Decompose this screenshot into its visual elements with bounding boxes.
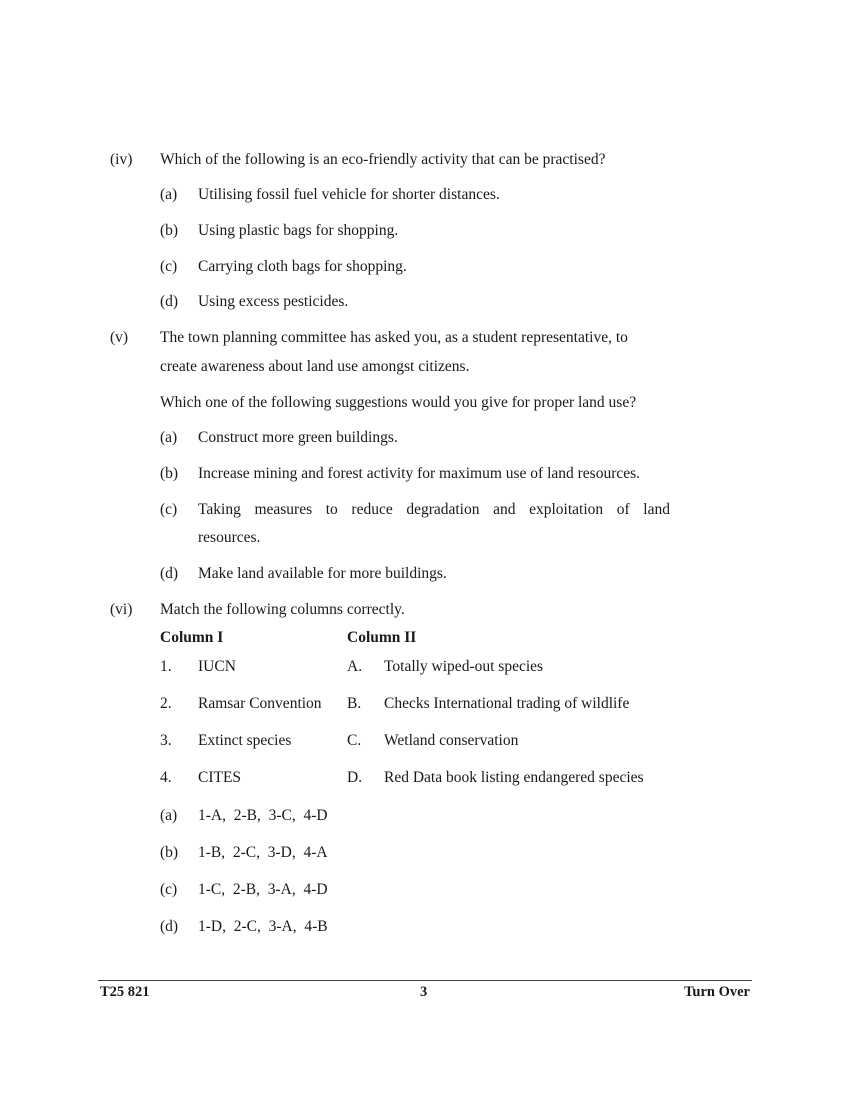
option-text: Using plastic bags for shopping. [198, 222, 399, 239]
column-2-header: Column II [347, 629, 417, 646]
match-row-number: 3. [160, 732, 172, 749]
option-text: 1-A, 2-B, 3-C, 4-D [198, 807, 328, 824]
option-label: (a) [160, 429, 178, 446]
question-text-vi: Match the following columns correctly. [160, 601, 405, 618]
match-row-right: Checks International trading of wildlife [384, 695, 630, 712]
question-number-vi: (vi) [110, 601, 133, 618]
question-text-v-line1: The town planning committee has asked you, as a student representative, to [160, 329, 628, 346]
question-text-iv: Which of the following is an eco-friendly activity that can be practised? [160, 151, 606, 168]
option-text: 1-B, 2-C, 3-D, 4-A [198, 844, 328, 861]
option-text: Increase mining and forest activity for maximum use of land resources. [198, 465, 641, 482]
match-row-number: 2. [160, 695, 172, 712]
match-row-right: Totally wiped-out species [384, 658, 544, 675]
question-number-v: (v) [110, 329, 129, 346]
option-label: (a) [160, 186, 178, 203]
match-row-letter: A. [347, 658, 363, 675]
question-number-iv: (iv) [110, 151, 133, 168]
match-row-number: 1. [160, 658, 172, 675]
footer-divider [98, 980, 752, 981]
option-label: (a) [160, 807, 178, 824]
option-label: (b) [160, 844, 179, 861]
option-text: Construct more green buildings. [198, 429, 398, 446]
option-text: 1-D, 2-C, 3-A, 4-B [198, 918, 328, 935]
option-text: Utilising fossil fuel vehicle for shorter distances. [198, 186, 500, 203]
turn-over-label: Turn Over [684, 984, 750, 1000]
option-label: (c) [160, 881, 178, 898]
option-label: (d) [160, 918, 179, 935]
match-row-left: CITES [198, 769, 242, 786]
option-label: (c) [160, 501, 178, 518]
option-text: Using excess pesticides. [198, 293, 349, 310]
option-label: (c) [160, 258, 178, 275]
option-label: (d) [160, 293, 179, 310]
question-text-v-line2: create awareness about land use amongst citizens. [160, 358, 470, 375]
option-text: 1-C, 2-B, 3-A, 4-D [198, 881, 328, 898]
question-text-v-line3: Which one of the following suggestions would you give for proper land use? [160, 394, 637, 411]
option-text-continued: resources. [198, 529, 261, 546]
match-row-left: IUCN [198, 658, 236, 675]
paper-code: T25 821 [100, 984, 150, 1000]
option-label: (b) [160, 465, 179, 482]
match-row-right: Red Data book listing endangered species [384, 769, 644, 786]
option-label: (d) [160, 565, 179, 582]
page-number: 3 [420, 984, 428, 1000]
match-row-letter: B. [347, 695, 362, 712]
match-row-letter: C. [347, 732, 362, 749]
column-1-header: Column I [160, 629, 224, 646]
match-row-right: Wetland conservation [384, 732, 519, 749]
match-row-left: Extinct species [198, 732, 292, 749]
option-label: (b) [160, 222, 179, 239]
match-row-number: 4. [160, 769, 172, 786]
match-row-left: Ramsar Convention [198, 695, 322, 712]
option-text: Make land available for more buildings. [198, 565, 447, 582]
option-text: Carrying cloth bags for shopping. [198, 258, 407, 275]
match-row-letter: D. [347, 769, 363, 786]
option-text: Taking measures to reduce degradation and exploitation of land [198, 501, 670, 518]
